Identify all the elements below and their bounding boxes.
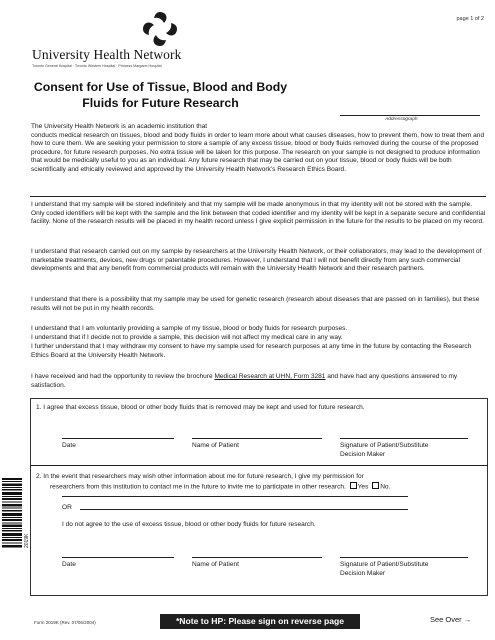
form-identifier: Form 2019K (Rev. 07/06/2004) bbox=[34, 620, 96, 625]
paragraph-voluntary-2: I understand that if I decide not to provide a sample, this decision will not affect my medical care in any way. bbox=[31, 334, 343, 341]
option-1-agree: 1. I agree that excess tissue, blood or other body fluids that is removed may be kept and used for future research. bbox=[36, 404, 365, 411]
signature-line-1[interactable] bbox=[340, 438, 468, 439]
date-label-1: Date bbox=[62, 442, 76, 449]
hospital-list: Toronto General Hospital · Toronto Western Hospital · Princess Margaret Hospital bbox=[32, 64, 162, 68]
page-number: page 1 of 2 bbox=[456, 16, 484, 22]
paragraph-commercial: I understand that research carried out on my sample by researchers at the University Health Network, or their collaborators, may lead to the development of marketable treatments, devices, new drugs or patentable procedures. However, I understand that I will not benefit directly from any such commercial developments and that any benefit from commercial products will remain with the University Health Network and their research partners. bbox=[31, 248, 482, 273]
divider bbox=[30, 196, 486, 197]
or-line[interactable] bbox=[80, 509, 408, 510]
swirl-logo-icon bbox=[140, 9, 180, 49]
date-label-2: Date bbox=[62, 561, 76, 568]
addressograph-label: Addressograph bbox=[385, 117, 418, 122]
paragraph-brochure bbox=[31, 373, 486, 390]
paragraph-voluntary-1: I understand that I am voluntarily providing a sample of my tissue, blood or body fluids for research purposes. bbox=[31, 325, 348, 332]
date-line-2[interactable] bbox=[62, 557, 174, 558]
yes-checkbox[interactable] bbox=[350, 482, 357, 489]
paragraph-voluntary-3: I further understand that I may withdraw my consent to have my sample used for research purposes at any time in the future by contacting the Research Ethics Board at the University Health Network. bbox=[31, 343, 472, 359]
intro-paragraph: conducts medical research on tissues, blood and body fluids in order to learn more about what causes diseases, how to prevent them, how to treat them and how to cure them. We are seeking your permission to store a sample of any excess tissue, blood or body fluids removed during the course of the proposed procedure, for future research purposes. No extra tissue will be taken for this purpose. The research on your sample is not designed to produce information that would be medically useful to you as an individual. Any future research that may be carried out on your tissue, blood or body fluids will be both scientifically and ethically reviewed and approved by the University Health Network’s Research Ethics Board. bbox=[31, 131, 485, 173]
no-label: No. bbox=[380, 483, 391, 490]
yes-label: Yes bbox=[357, 483, 369, 490]
option-3-decline: I do not agree to the use of excess tissue, blood or other body fluids for future research. bbox=[62, 521, 316, 528]
form-title: Consent for Use of Tissue, Blood and Body Fluids for Future Research bbox=[33, 80, 288, 110]
paragraph-anonymity: I understand that my sample will be stored indefinitely and that my sample will be made anonymous in that my identity will not be stored with the sample. Only coded identifiers will be kept with the sample and the link between that coded identifier and my identity will be kept in a separate secure and confidential facility. None of the research results will be placed in my health record unless I give explicit permission in the future for the results to be placed on my record. bbox=[31, 201, 486, 226]
option-2-contact-line-2 bbox=[50, 482, 390, 492]
option-2-initial-line[interactable] bbox=[62, 496, 408, 497]
signature-label-1: Signature of Patient/Substitute bbox=[340, 442, 429, 449]
brochure-text-after: and have had any questions answered to my satisfaction. bbox=[31, 373, 458, 389]
see-over-label: See Over → bbox=[430, 615, 472, 624]
or-label: OR bbox=[62, 504, 72, 511]
reverse-page-note: *Note to HP: Please sign on reverse page bbox=[160, 614, 360, 629]
paragraph-genetic: I understand that there is a possibility that my sample may be used for genetic research (research about diseases that are passed on in families), but these results will not be put in my health records. bbox=[31, 296, 480, 312]
decision-maker-label-1: Decision Maker bbox=[340, 450, 386, 458]
patient-name-line-1[interactable] bbox=[192, 438, 322, 439]
barcode-image bbox=[2, 478, 22, 548]
no-checkbox[interactable] bbox=[372, 482, 379, 489]
intro-first-line: The University Health Network is an academic institution that bbox=[31, 123, 208, 130]
patient-name-label-1: Name of Patient bbox=[192, 442, 239, 449]
patient-name-label-2: Name of Patient bbox=[192, 561, 239, 568]
signature-label-2: Signature of Patient/Substitute bbox=[340, 561, 429, 568]
patient-name-line-2[interactable] bbox=[192, 557, 322, 558]
decision-maker-label-2: Decision Maker bbox=[340, 569, 386, 577]
organization-name: University Health Network bbox=[32, 47, 182, 62]
addressograph-line bbox=[340, 115, 480, 116]
signature-line-2[interactable] bbox=[340, 557, 468, 558]
brochure-link[interactable]: Medical Research at UHN, Form 3281 bbox=[214, 373, 326, 380]
barcode-label: 2019K bbox=[24, 533, 30, 548]
options-divider bbox=[30, 465, 488, 466]
option-2-contact: 2. In the event that researchers may wish other information about me for future research, I give my permission for bbox=[36, 473, 364, 480]
date-line-1[interactable] bbox=[62, 438, 174, 439]
brochure-text-before: I have received and had the opportunity to review the brochure bbox=[31, 373, 215, 380]
option-2-contact-text: researchers from this institution to contact me in the future to invite me to participate in other research. bbox=[50, 483, 346, 490]
